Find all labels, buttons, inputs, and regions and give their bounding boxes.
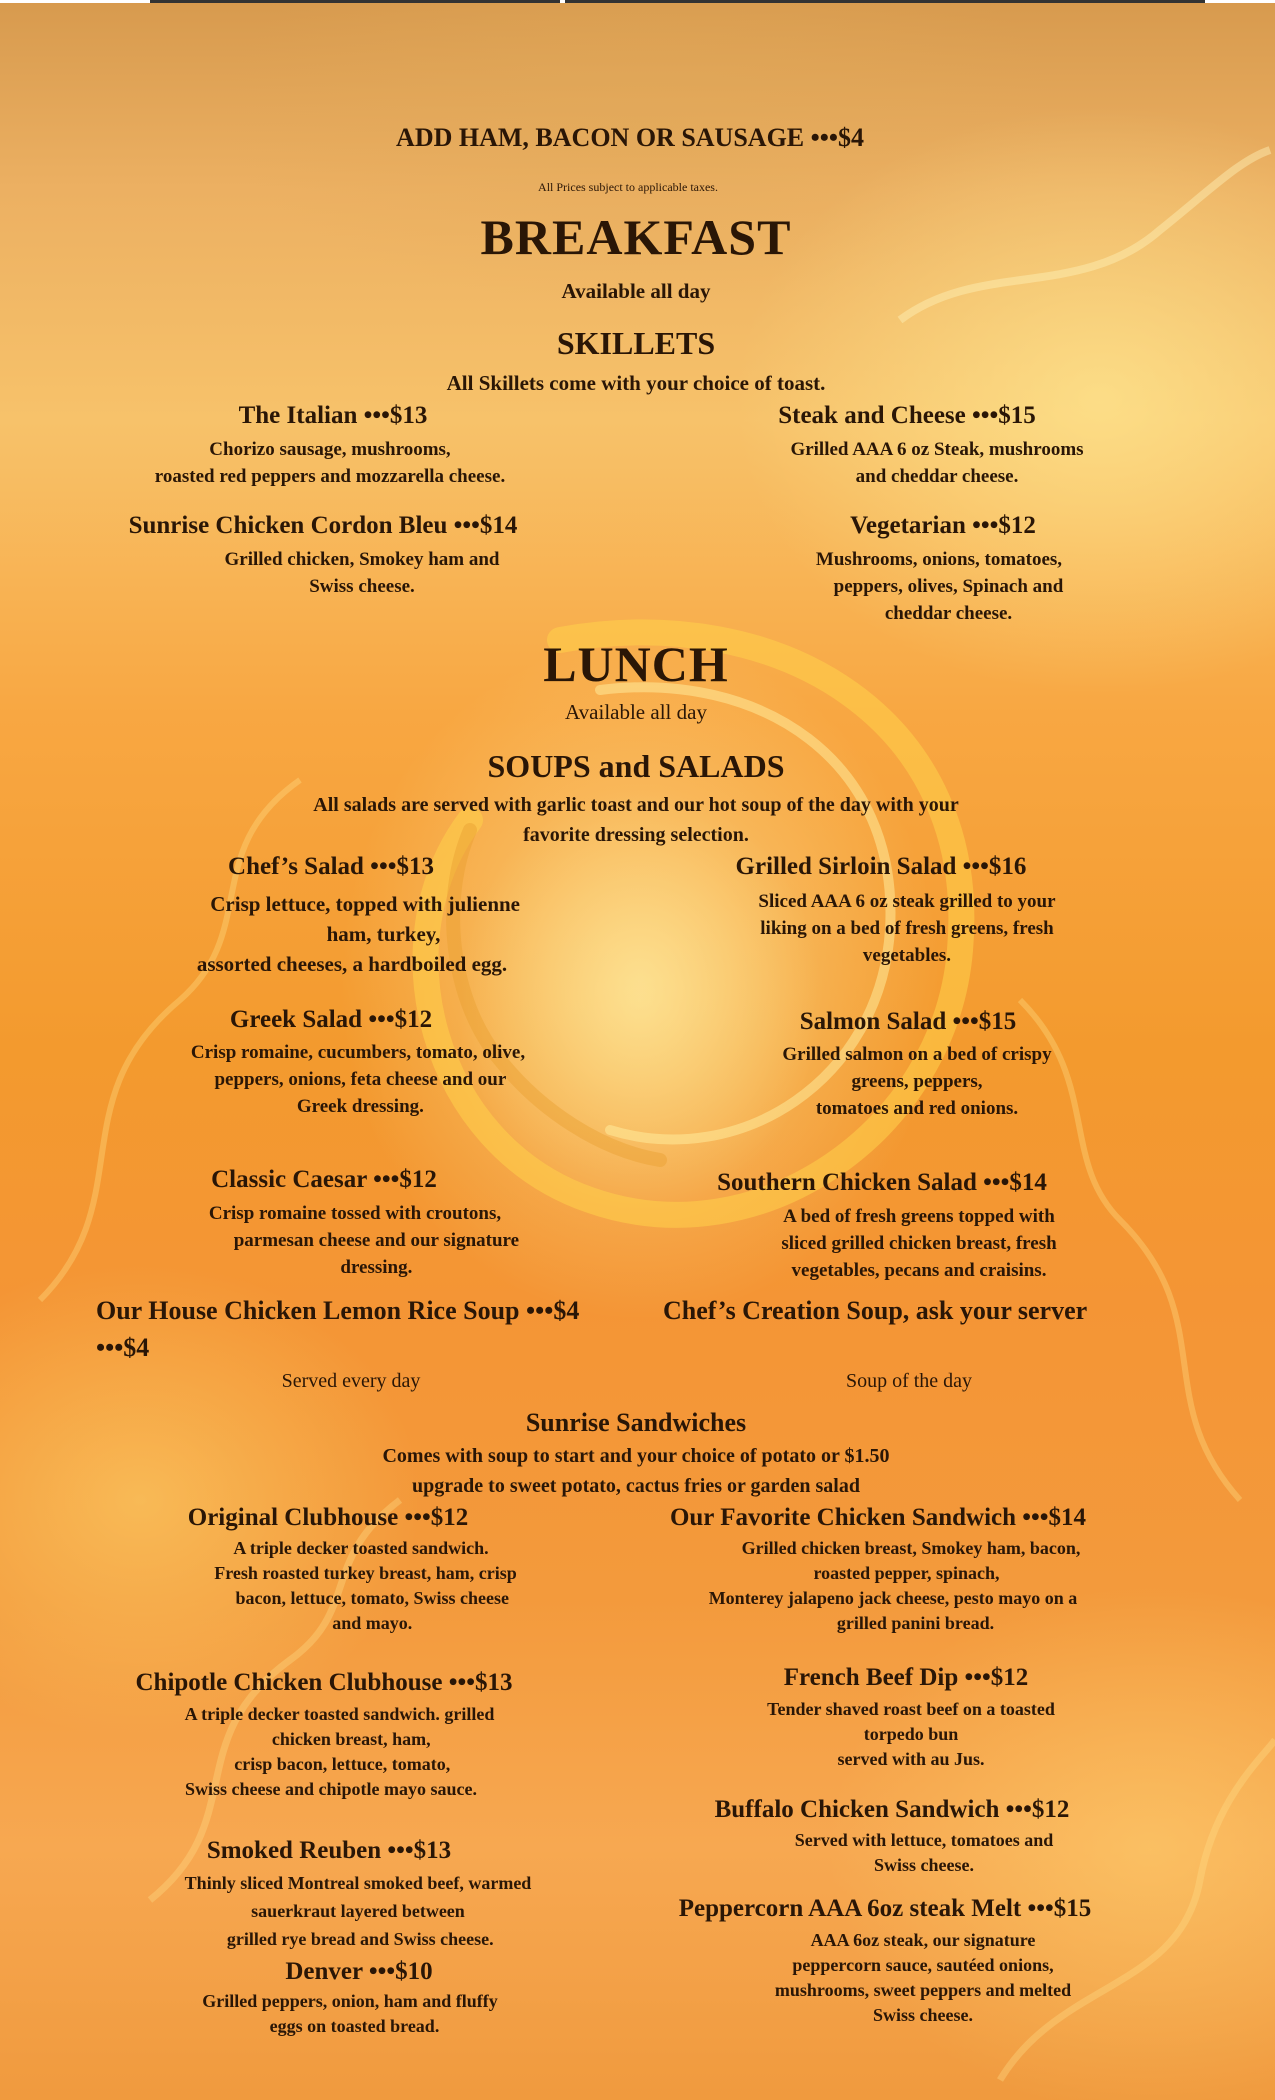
menu-item-name: Classic Caesar •••$12	[211, 1166, 437, 1193]
menu-item-description: Sliced AAA 6 oz steak grilled to your liking on a bed of fresh greens, fresh vegetables.	[758, 891, 1056, 966]
menu-item-name: Original Clubhouse •••$12	[187, 1504, 469, 1531]
skillets-note: All Skillets come with your choice of toast.	[446, 371, 826, 395]
menu-item-description: A bed of fresh greens topped with sliced grilled chicken breast, fresh vegetables, pecans and craisins.	[781, 1206, 1057, 1281]
menu-item-description: Served with lettuce, tomatoes and Swiss cheese.	[794, 1830, 1054, 1875]
menu-item-name: Sunrise Chicken Cordon Bleu •••$14	[128, 512, 518, 539]
menu-item-name: The Italian •••$13	[238, 402, 428, 429]
add-on-note: ADD HAM, BACON OR SAUSAGE •••$4	[396, 123, 864, 152]
soups-salads-title: SOUPS and SALADS	[487, 748, 785, 784]
menu-item-description: Grilled peppers, onion, ham and fluffy eggs on toasted bread.	[202, 1991, 498, 2036]
menu-item-name: Vegetarian •••$12	[850, 512, 1036, 539]
menu-item-description: Crisp lettuce, topped with julienne ham, turkey, assorted cheeses, a hardboiled egg.	[196, 892, 520, 976]
menu-item-name: Greek Salad •••$12	[229, 1006, 433, 1033]
menu-item-name: Steak and Cheese •••$15	[778, 402, 1036, 429]
menu-item-description: Grilled AAA 6 oz Steak, mushrooms and cheddar cheese.	[790, 439, 1084, 487]
house-soup-note: Served every day	[281, 1370, 421, 1392]
menu-item-description: Grilled salmon on a bed of crispy greens, peppers, tomatoes and red onions.	[782, 1044, 1052, 1119]
house-soup: Our House Chicken Lemon Rice Soup •••$4	[96, 1296, 580, 1325]
menu-item-name: Chipotle Chicken Clubhouse •••$13	[135, 1669, 513, 1696]
menu-item-name: French Beef Dip •••$12	[783, 1664, 1029, 1691]
menu-item-description: Chorizo sausage, mushrooms, roasted red peppers and mozzarella cheese.	[154, 439, 506, 487]
menu-item-name: Chef’s Salad •••$13	[228, 853, 434, 880]
breakfast-title: BREAKFAST	[480, 209, 792, 265]
chef-soup-note: Soup of the day	[845, 1370, 973, 1392]
menu-item-description: Thinly sliced Montreal smoked beef, warmed sauerkraut layered between grilled rye bread and Swiss cheese.	[184, 1873, 532, 1949]
chef-soup: Chef’s Creation Soup, ask your server	[663, 1296, 1088, 1325]
soups-salads-note: All salads are served with garlic toast and our hot soup of the day with your favorite dressing selection.	[313, 794, 959, 846]
menu-item-description: A triple decker toasted sandwich. grilled chicken breast, ham, crisp bacon, lettuce, tomato, Swiss cheese and chipotle mayo sauce.	[184, 1704, 495, 1799]
menu-item-name: Denver •••$10	[285, 1958, 433, 1985]
menu-item-description: Grilled chicken breast, Smokey ham, bacon, roasted pepper, spinach, Monterey jalapeno jack cheese, pesto mayo on a grilled panini bread.	[708, 1538, 1081, 1633]
sandwiches-note: Comes with soup to start and your choice of potato or $1.50 upgrade to sweet potato, cactus fries or garden salad	[382, 1445, 890, 1497]
chef-soup-price: •••$4	[96, 1333, 150, 1362]
menu-item-description: AAA 6oz steak, our signature peppercorn sauce, sautéed onions, mushrooms, sweet peppers and melted Swiss cheese.	[774, 1930, 1072, 2025]
lunch-title: LUNCH	[543, 636, 729, 692]
menu-item-name: Southern Chicken Salad •••$14	[717, 1169, 1047, 1196]
sandwiches-title: Sunrise Sandwiches	[525, 1408, 747, 1437]
menu-item-description: Grilled chicken, Smokey ham and Swiss cheese.	[224, 549, 500, 597]
menu-item-name: Smoked Reuben •••$13	[206, 1837, 452, 1864]
menu-item-description: Mushrooms, onions, tomatoes, peppers, olives, Spinach and cheddar cheese.	[815, 549, 1064, 624]
skillets-title: SKILLETS	[556, 325, 716, 361]
menu-item-description: A triple decker toasted sandwich. Fresh roasted turkey breast, ham, crisp bacon, lettuce, tomato, Swiss cheese and mayo.	[214, 1538, 517, 1633]
taxes-note: All Prices subject to applicable taxes.	[538, 180, 718, 194]
menu-item-name: Peppercorn AAA 6oz steak Melt •••$15	[678, 1895, 1092, 1922]
menu-item-description: Crisp romaine tossed with croutons, parmesan cheese and our signature dressing.	[208, 1203, 520, 1278]
menu-item-description: Tender shaved roast beef on a toasted torpedo bun served with au Jus.	[767, 1699, 1055, 1769]
menu-item-name: Our Favorite Chicken Sandwich •••$14	[669, 1504, 1087, 1531]
menu-item-name: Salmon Salad •••$15	[799, 1008, 1017, 1035]
breakfast-availability: Available all day	[561, 279, 711, 303]
menu-item-name: Buffalo Chicken Sandwich •••$12	[714, 1796, 1070, 1823]
menu-item-name: Grilled Sirloin Salad •••$16	[735, 853, 1027, 880]
menu-item-description: Crisp romaine, cucumbers, tomato, olive, peppers, onions, feta cheese and our Greek dressing.	[190, 1042, 526, 1117]
lunch-availability: Available all day	[565, 700, 707, 724]
